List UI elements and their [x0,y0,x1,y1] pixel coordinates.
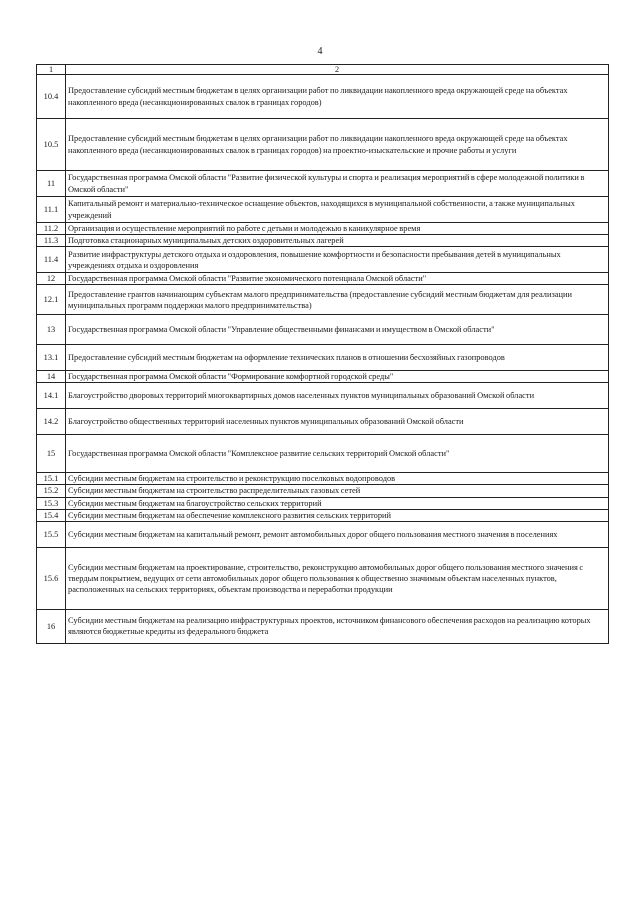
row-text: Капитальный ремонт и материально-техническое оснащение объектов, находящихся в муниципальной собственности, а также муниципальных учреждений [66,197,609,223]
row-number: 16 [37,609,66,643]
table-row [37,197,609,223]
table-row [37,609,609,643]
row-text: Государственная программа Омской области "Формирование комфортной городской среды" [66,371,609,383]
row-number: 10.4 [37,75,66,119]
table-row [37,521,609,547]
table-row [37,315,609,345]
document-table [36,64,609,644]
row-number: 14.2 [37,409,66,435]
row-number: 12 [37,273,66,285]
row-number: 11.2 [37,223,66,235]
row-text: Субсидии местным бюджетам на капитальный ремонт, ремонт автомобильных дорог общего пользования местного значения в поселениях [66,521,609,547]
row-text: Субсидии местным бюджетам на проектирование, строительство, реконструкцию автомобильных дорог общего пользования местного значения с твердым покрытием, ведущих от сети автомобильных дорог общего пользования к общественно значимым объектам населенных пунктов, расположенных на сельских территориях, объектам производства и переработки продукции [66,547,609,609]
table-row [37,497,609,509]
table-row [37,223,609,235]
row-number: 15.1 [37,473,66,485]
row-text: Организация и осуществление мероприятий по работе с детьми и молодежью в каникулярное время [66,223,609,235]
row-text: Благоустройство общественных территорий населенных пунктов муниципальных образований Омской области [66,409,609,435]
row-text: Субсидии местным бюджетам на благоустройство сельских территорий [66,497,609,509]
row-number: 15.6 [37,547,66,609]
row-number: 15 [37,435,66,473]
row-text: Государственная программа Омской области "Развитие физической культуры и спорта и реализация мероприятий в сфере молодежной политики в Омской области" [66,171,609,197]
row-number: 10.5 [37,119,66,171]
table-body [37,65,609,644]
row-number: 12.1 [37,285,66,315]
row-text: Подготовка стационарных муниципальных детских оздоровительных лагерей [66,235,609,247]
table-row [37,345,609,371]
row-text: Государственная программа Омской области "Комплексное развитие сельских территорий Омской области" [66,435,609,473]
header-col-1: 1 [37,65,66,75]
table-row [37,547,609,609]
row-text: Предоставление субсидий местным бюджетам в целях организации работ по ликвидации накопленного вреда окружающей среде на объектах накопленного вреда (несанкционированных свалок в границах городов) на проектно-изыскательские и прочие работы и услуги [66,119,609,171]
row-text: Предоставление грантов начинающим субъектам малого предпринимательства (предоставление субсидий местным бюджетам для реализации муниципальных программ поддержки малого предпринимательства) [66,285,609,315]
header-col-2: 2 [66,65,609,75]
row-text: Субсидии местным бюджетам на обеспечение комплексного развития сельских территорий [66,509,609,521]
row-number: 15.5 [37,521,66,547]
table-row [37,273,609,285]
table-row [37,235,609,247]
page-number: 4 [317,46,323,57]
row-number: 11 [37,171,66,197]
row-number: 11.3 [37,235,66,247]
table-row [37,371,609,383]
row-number: 13.1 [37,345,66,371]
row-number: 13 [37,315,66,345]
row-text: Государственная программа Омской области "Развитие экономического потенциала Омской области" [66,273,609,285]
row-number: 11.1 [37,197,66,223]
row-number: 14 [37,371,66,383]
row-number: 11.4 [37,247,66,273]
table-row [37,435,609,473]
row-number: 15.2 [37,485,66,497]
table-row [37,383,609,409]
row-text: Предоставление субсидий местным бюджетам в целях организации работ по ликвидации накопленного вреда окружающей среде на объектах накопленного вреда (несанкционированных свалок в границах городов) [66,75,609,119]
row-number: 14.1 [37,383,66,409]
row-text: Государственная программа Омской области "Управление общественными финансами и имуществом в Омской области" [66,315,609,345]
table-row [37,171,609,197]
table-row [37,473,609,485]
row-text: Субсидии местным бюджетам на реализацию инфраструктурных проектов, источником финансового обеспечения расходов на реализацию которых являются бюджетные кредиты из федерального бюджета [66,609,609,643]
table-row [37,285,609,315]
row-text: Благоустройство дворовых территорий многоквартирных домов населенных пунктов муниципальных образований Омской области [66,383,609,409]
row-text: Субсидии местным бюджетам на строительство распределительных газовых сетей [66,485,609,497]
table-row [37,509,609,521]
table-row [37,485,609,497]
row-number: 15.4 [37,509,66,521]
table-header-row [37,65,609,75]
row-number: 15.3 [37,497,66,509]
table-row [37,409,609,435]
table-row [37,247,609,273]
table-row [37,75,609,119]
row-text: Субсидии местным бюджетам на строительство и реконструкцию поселковых водопроводов [66,473,609,485]
row-text: Предоставление субсидий местным бюджетам на оформление технических планов в отношении бесхозяйных газопроводов [66,345,609,371]
row-text: Развитие инфраструктуры детского отдыха и оздоровления, повышение комфортности и безопасности пребывания детей в муниципальных учреждениях отдыха и оздоровления [66,247,609,273]
table-row [37,119,609,171]
